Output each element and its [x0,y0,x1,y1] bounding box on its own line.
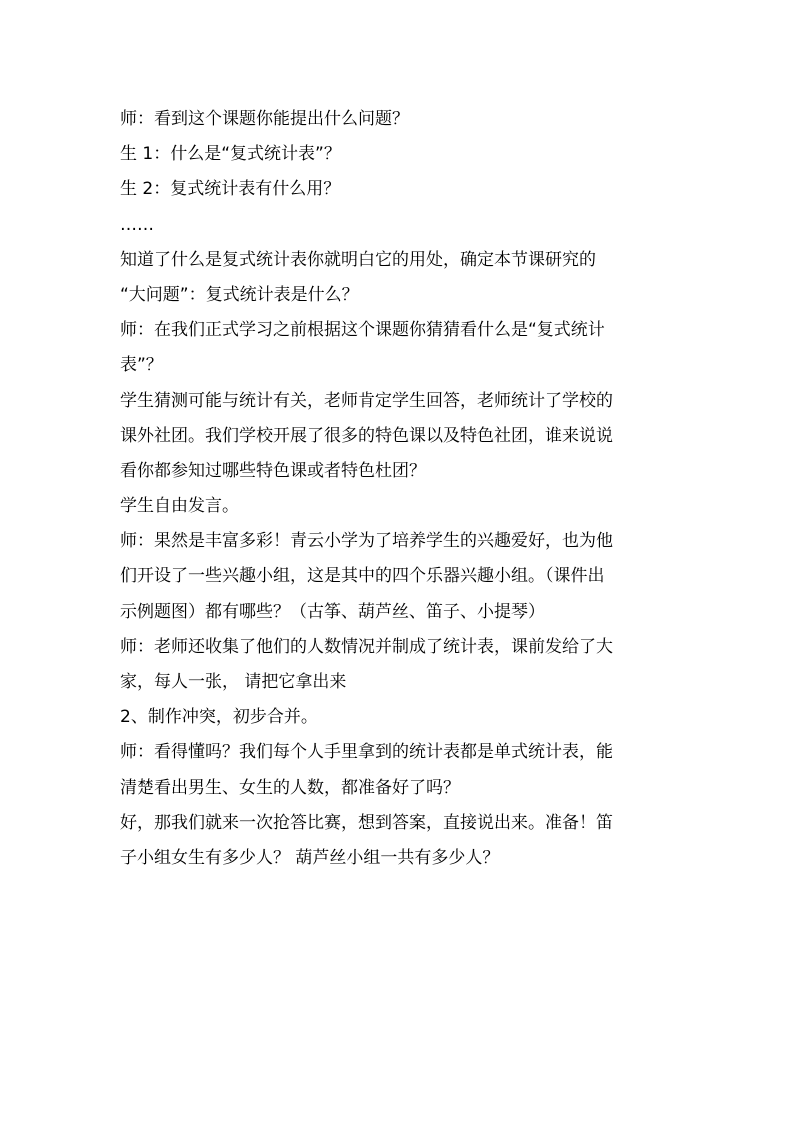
text-line: 师：果然是丰富多彩！青云小学为了培养学生的兴趣爱好，也为他 [120,531,613,552]
text-line: 生 2：复式统计表有什么用？ [120,179,341,200]
ellipsis-line: …… [120,214,154,235]
text-line: 示例题图）都有哪些？（古筝、葫芦丝、笛子、小提琴） [120,601,545,622]
text-line: 师：看到这个课题你能提出什么问题？ [120,109,409,129]
text-line: 生 1：什么是“复式统计表”？ [120,144,341,165]
text-line: 师：在我们正式学习之前根据这个课题你猜猜看什么是“复式统计 [120,320,605,341]
text-line: 子小组女生有多少人？ 葫芦丝小组一共有多少人？ [120,847,500,868]
text-line: 学生猜测可能与统计有关，老师肯定学生回答，老师统计了学校的 [120,390,613,411]
text-line: 家，每人一张， 请把它拿出来 [120,672,347,692]
section-heading: 2、制作冲突，初步合并。 [120,707,318,728]
text-line: “大问题”：复式统计表是什么？ [120,284,359,305]
text-line: 师：看得懂吗？我们每个人手里拿到的统计表都是单式统计表，能 [120,742,613,763]
text-line: 学生自由发言。 [120,496,239,517]
text-line: 好，那我们就来一次抢答比赛，想到答案，直接说出来。准备！笛 [120,812,613,833]
lesson-transcript [120,102,680,876]
text-line: 们开设了一些兴趣小组，这是其中的四个乐器兴趣小组。（课件出 [120,566,605,587]
text-line: 看你都参知过哪些特色课或者特色杜团？ [120,460,426,481]
text-line: 表”？ [120,355,163,376]
text-line: 师：老师还收集了他们的人数情况并制成了统计表，课前发给了大 [120,636,613,657]
text-line: 课外社团。我们学校开展了很多的特色课以及特色社团，谁来说说 [120,425,613,446]
text-line: 知道了什么是复式统计表你就明白它的用处，确定本节课研究的 [120,249,596,270]
text-line: 清楚看出男生、女生的人数，都准备好了吗？ [120,777,460,798]
